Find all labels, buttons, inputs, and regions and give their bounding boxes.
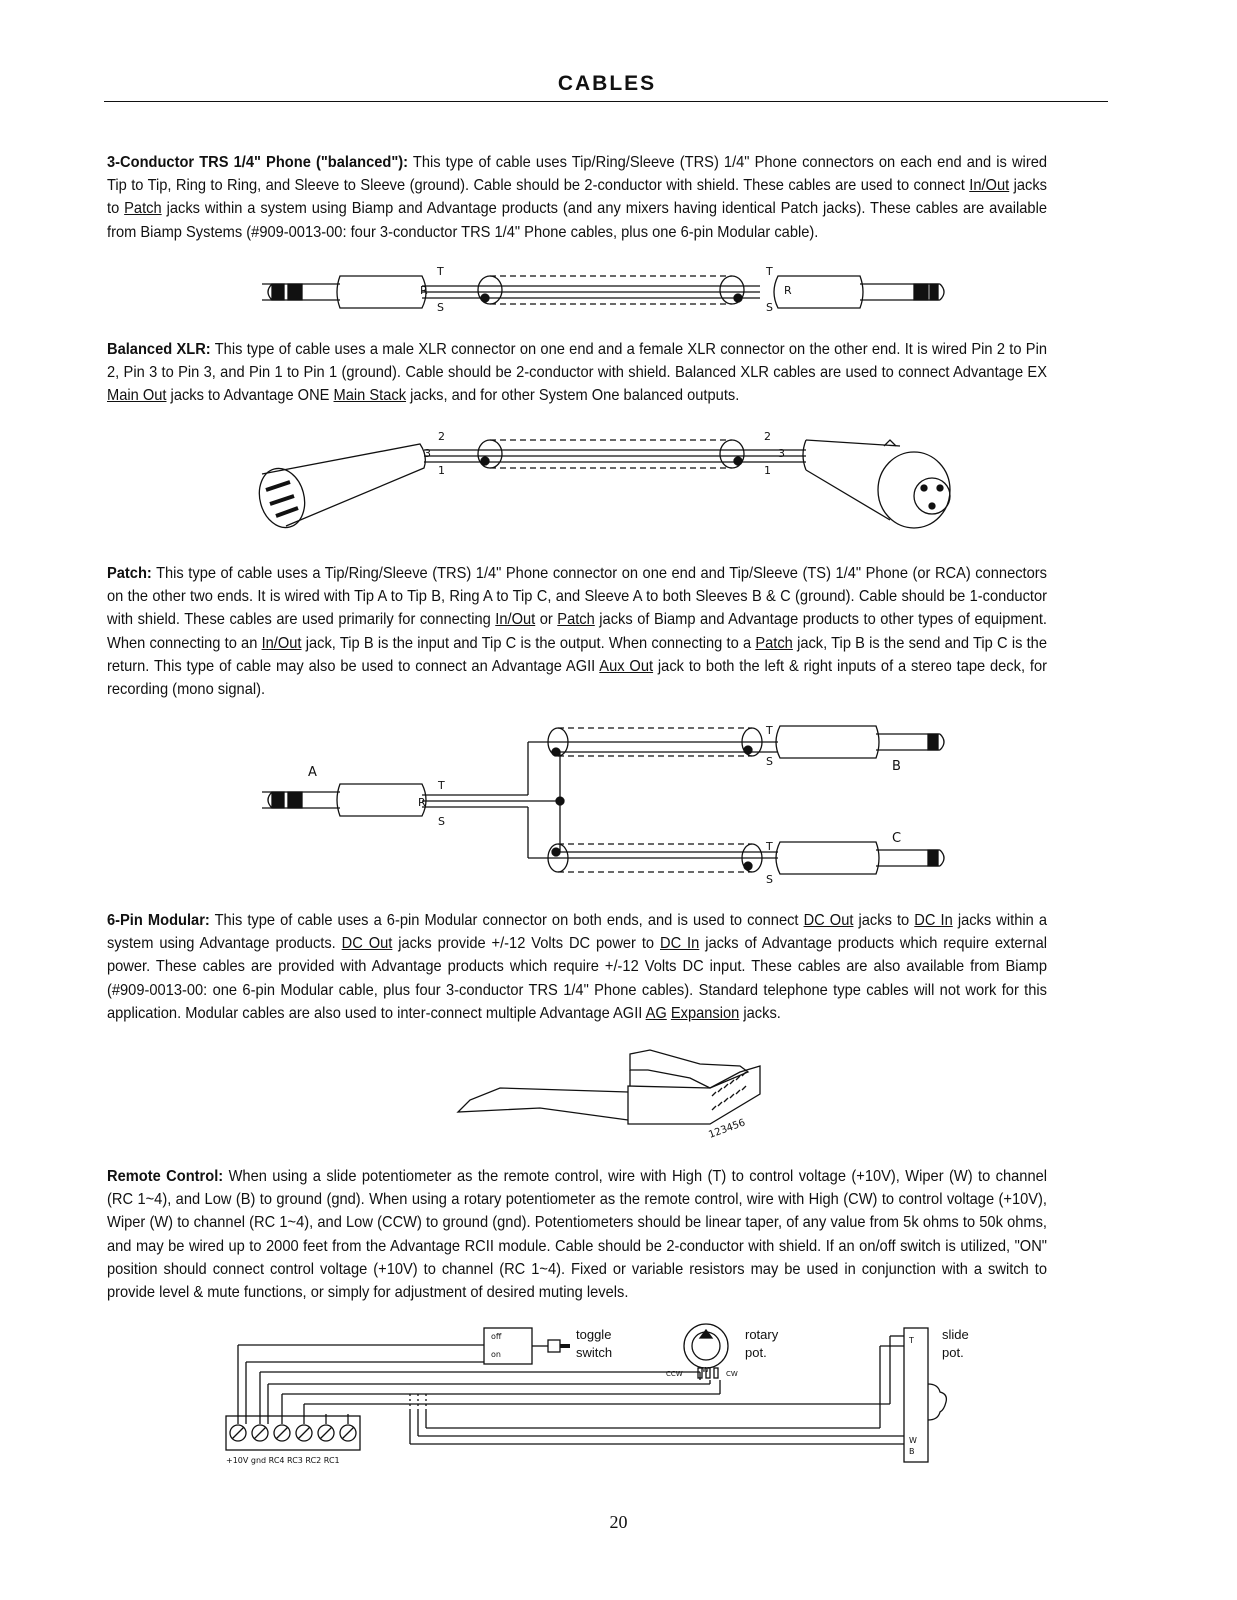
section-heading: Remote Control: [107, 1168, 224, 1185]
toggle-label-line1: toggle [576, 1327, 612, 1342]
slide-pot-knob-icon [928, 1384, 946, 1420]
toggle-switch-lever-icon [548, 1340, 560, 1352]
left-trs-plug-body [337, 276, 426, 308]
modular-pin-labels: 123456 [707, 1117, 747, 1141]
xlr-right-pin3-label: 3 [778, 447, 785, 460]
section-heading: Balanced XLR: [107, 341, 211, 358]
page-title: CABLES [557, 72, 657, 95]
section-heading: 3-Conductor TRS 1/4" Phone ("balanced"): [107, 154, 409, 171]
left-plug-ring [272, 284, 284, 300]
xlr-right-pin2-label: 2 [764, 430, 771, 443]
xlr-right-pin1-label: 1 [764, 464, 771, 477]
modular-connector-diagram [458, 1050, 760, 1124]
page-number: 20 [609, 1512, 628, 1532]
slide-label-line1: slide [942, 1327, 969, 1342]
terminal-screws [230, 1425, 356, 1441]
male-pin-1 [266, 482, 290, 490]
patch-cable-diagram [262, 726, 944, 874]
patch-a-tip-label: T [438, 779, 445, 792]
rotary-label-line2: pot. [745, 1345, 767, 1360]
patch-end-b-label: B [892, 759, 901, 774]
toggle-on-label: on [491, 1350, 501, 1359]
patch-end-c-label: C [892, 831, 902, 846]
plug-c-tip-icon [940, 850, 944, 866]
patch-end-a-label: A [308, 765, 317, 780]
section-modular: 6-Pin Modular: This type of cable uses a 6-pin Modular connector on both ends, and is used to connect DC Out jacks to DC In jacks within a system using Advantage products. DC Out jacks provide +/-12 Volts DC power to DC In jacks of Advantage products which require external power. These cables are provided with Advantage products which require +/-12 Volts DC input. These cables are also available from Biamp (#909-0013-00: one 6-pin Modular cable, plus four 3-conductor TRS 1/4" Phone cables). Standard telephone type cables will not work for this application. Modular cables are also used to inter-connect multiple Advantage AGII AG Expansion jacks. [107, 912, 1047, 1022]
rotary-label-line1: rotary [745, 1327, 779, 1342]
trs-left-s-label: S [437, 301, 444, 314]
xlr-left-pin3-label: 3 [424, 447, 431, 460]
male-pin-2 [270, 496, 294, 504]
patch-b-tip-label: T [766, 724, 773, 737]
trs-cable-diagram [262, 276, 944, 308]
rotary-ccw-label: CCW [666, 1370, 683, 1378]
terminal-labels: +10V gnd RC4 RC3 RC2 RC1 [226, 1456, 340, 1465]
section-trs: 3-Conductor TRS 1/4" Phone ("balanced"): This type of cable uses Tip/Ring/Sleeve (TRS) 1/4" Phone connectors on each end and is wired Tip to Tip, Ring to Ring, and Sleeve to Sleeve (ground). Cable should be 2-conductor with shield. These cables are used to connect In/Out jacks to Patch jacks within a system using Biamp and Advantage products (and any mixers having identical Patch jacks). These cables are available from Biamp Systems (#909-0013-00: four 3-conductor TRS 1/4" Phone cables, plus one 6-pin Modular cable). [107, 154, 1048, 241]
male-pin-3 [276, 508, 298, 516]
xlr-left-pin1-label: 1 [438, 464, 445, 477]
trs-left-r-label: R [420, 284, 428, 297]
toggle-off-label: off [491, 1332, 502, 1341]
section-heading: Patch: [107, 565, 152, 582]
trs-right-r-label: R [784, 284, 792, 297]
patch-c-sleeve-label: S [766, 873, 773, 886]
slide-b-label: B [909, 1447, 915, 1456]
section-patch: Patch: This type of cable uses a Tip/Ring/Sleeve (TRS) 1/4" Phone connector on one end and Tip/Sleeve (TS) 1/4" Phone (or RCA) connectors on the other two ends. It is wired with Tip A to Tip B, Ring A to Tip C, and Sleeve A to both Sleeves B & C (ground). Cable should be 1-conductor with shield. These cables are used primarily for connecting In/Out or Patch jacks of Biamp and Advantage products to other types of equipment. When connecting to an In/Out jack, Tip B is the input and Tip C is the output. When connecting to a Patch jack, Tip B is the send and Tip C is the return. This type of cable may also be used to connect an Advantage AGII Aux Out jack to both the left & right inputs of a stereo tape deck, for recording (mono signal). [107, 565, 1048, 699]
plug-b-body [776, 726, 879, 758]
toggle-label-line2: switch [576, 1345, 613, 1360]
slide-t-label: T [909, 1336, 914, 1345]
plug-c-body [776, 842, 879, 874]
slide-w-label: W [909, 1436, 917, 1445]
section-heading: 6-Pin Modular: [107, 912, 210, 929]
trs-left-t-label: T [437, 265, 444, 278]
plug-b-tip-icon [940, 734, 944, 750]
rotary-w-label: W [702, 1366, 709, 1374]
right-plug-tip-icon [940, 284, 944, 300]
modular-plug-latch [630, 1050, 748, 1088]
xlr-left-pin2-label: 2 [438, 430, 445, 443]
plug-a-body [337, 784, 426, 816]
patch-b-sleeve-label: S [766, 755, 773, 768]
rotary-cw-label: CW [726, 1370, 738, 1378]
xlr-cable-diagram [253, 440, 950, 533]
patch-c-tip-label: T [766, 840, 773, 853]
patch-a-ring-label: R [418, 796, 426, 809]
flat-cable [458, 1088, 628, 1120]
section-remote: Remote Control: When using a slide potentiometer as the remote control, wire with High (T) to control voltage (+10V), Wiper (W) to channel (RC 1~4), and Low (B) to ground (gnd). When using a rotary potentiometer as the remote control, wire with High (CW) to control voltage (+10V), Wiper (W) to channel (RC 1~4), and Low (CCW) to ground (gnd). Potentiometers should be linear taper, of any value from 5k ohms to 50k ohms, and may be wired up to 2000 feet from the Advantage RCII module. Cable should be 2-conductor with shield. If an on/off switch is utilized, "ON" position should connect control voltage (+10V) to channel (RC 1~4). Fixed or variable resistors may be used in conjunction with a switch to provide level & mute functions, or simply for adjustment of desired muting levels. [107, 1168, 1048, 1302]
section-xlr: Balanced XLR: This type of cable uses a male XLR connector on one end and a female XLR connector on the other end. It is wired Pin 2 to Pin 2, Pin 3 to Pin 3, and Pin 1 to Pin 1 (ground). Cable should be 2-conductor with shield. Balanced XLR cables are used to connect Advantage EX Main Out jacks to Advantage ONE Main Stack jacks, and for other System One balanced outputs. [107, 341, 1047, 405]
slide-label-line2: pot. [942, 1345, 964, 1360]
trs-right-t-label: T [766, 265, 773, 278]
trs-right-s-label: S [766, 301, 773, 314]
patch-a-sleeve-label: S [438, 815, 445, 828]
